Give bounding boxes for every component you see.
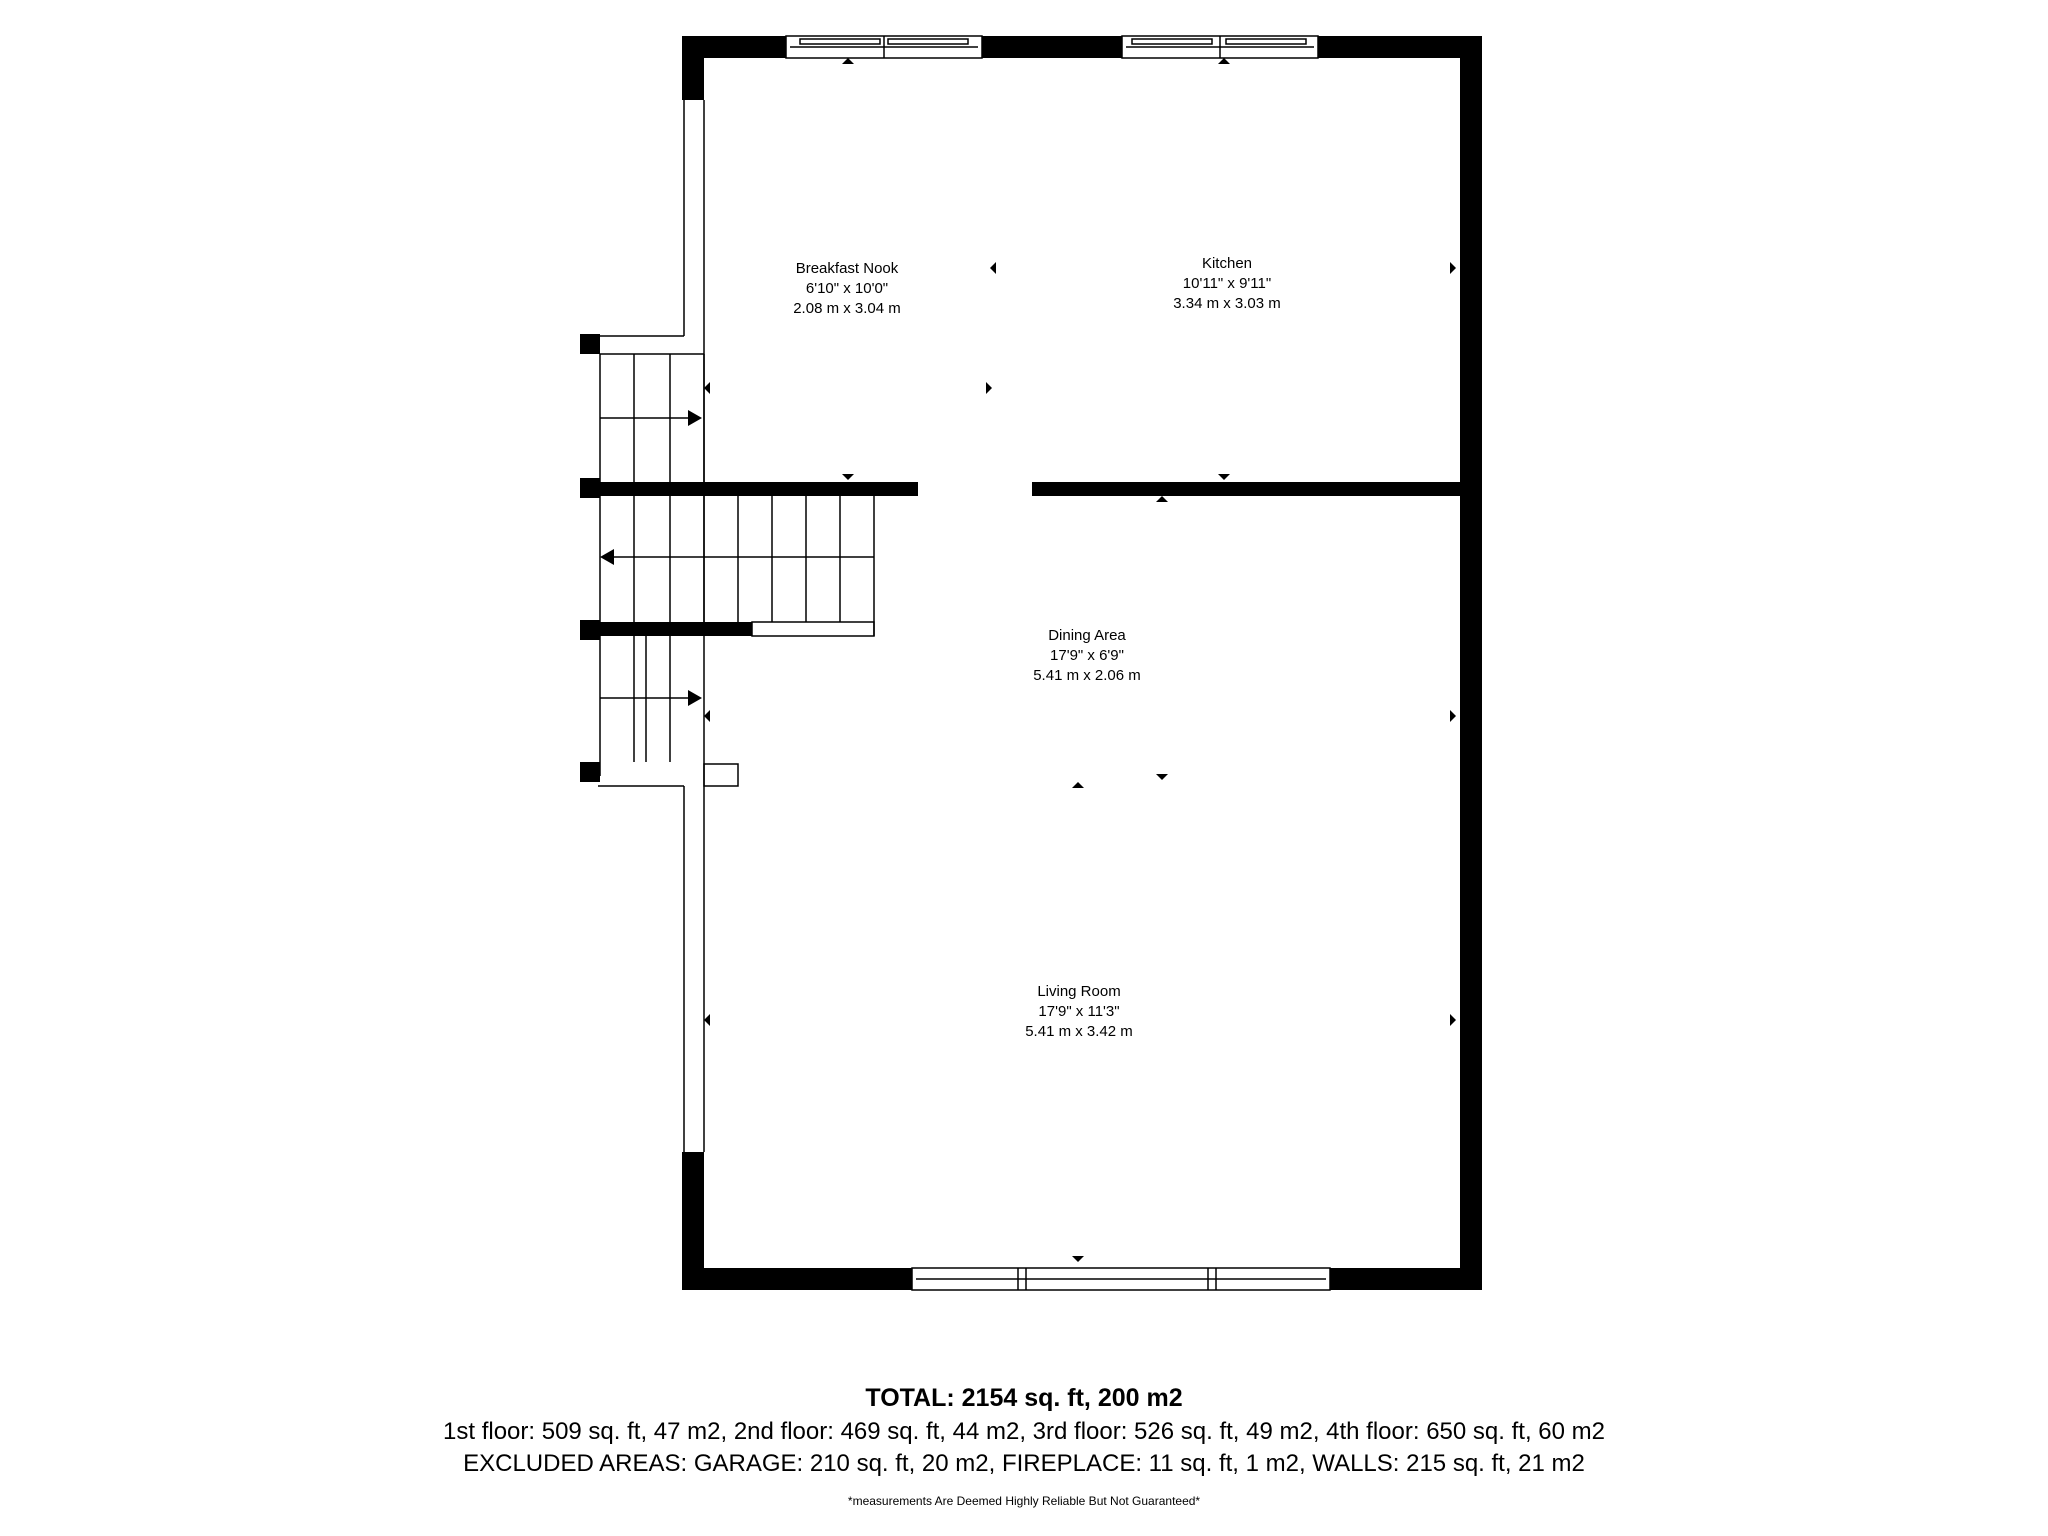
room-label-kitchen (1173, 254, 1281, 314)
disclaimer: *measurements Are Deemed Highly Reliable But Not Guaranteed* (847, 1494, 1201, 1508)
floor-areas: 1st floor: 509 sq. ft, 47 m2, 2nd floor: 469 sq. ft, 44 m2, 3rd floor: 526 sq. ft, 49 m2, 4th floor: 650 sq. ft, 60 m2 (443, 1418, 1605, 1445)
room-label-living-room (1025, 982, 1133, 1042)
excluded-areas: EXCLUDED AREAS: GARAGE: 210 sq. ft, 20 m2, FIREPLACE: 11 sq. ft, 1 m2, WALLS: 215 sq. ft, 21 m2 (463, 1450, 1585, 1477)
room-name: Living Room (1037, 983, 1121, 1000)
stair-wall-lower (598, 622, 752, 636)
right-wall (1460, 36, 1482, 1290)
left-wall-bottom (682, 1152, 704, 1290)
room-name: Breakfast Nook (795, 260, 899, 277)
room-dimensions-metric: 2.08 m x 3.04 m (793, 300, 901, 317)
top-wall-middle (982, 36, 1122, 58)
stair-arrow-right-icon (688, 690, 702, 706)
stair-arrows (600, 410, 702, 706)
stair-wall-upper (598, 482, 918, 496)
room-dimensions-imperial: 6'10" x 10'0" (805, 280, 889, 297)
total-area: TOTAL: 2154 sq. ft, 200 m2 (865, 1384, 1183, 1412)
kitchen-wall (1032, 482, 1460, 496)
room-label-dining-area (1033, 626, 1141, 686)
room-dimensions-imperial: 10'11" x 9'11" (1182, 275, 1272, 292)
room-dimensions-metric: 5.41 m x 2.06 m (1033, 667, 1141, 684)
stair-arrow-left-icon (600, 549, 614, 565)
room-dimensions-imperial: 17'9" x 6'9" (1050, 647, 1124, 664)
room-name: Dining Area (1048, 627, 1126, 644)
interior-walls (580, 334, 1460, 782)
room-label-breakfast-nook (793, 259, 901, 319)
room-name: Kitchen (1201, 255, 1253, 272)
bottom-wall-right (1330, 1268, 1482, 1290)
stair-arrow-right-icon (688, 410, 702, 426)
staircase (600, 354, 874, 776)
room-dimensions-metric: 5.41 m x 3.42 m (1025, 1023, 1133, 1040)
room-dimensions-imperial: 17'9" x 11'3" (1038, 1003, 1120, 1020)
left-wall-top (682, 36, 704, 100)
bottom-wall-left (682, 1268, 912, 1290)
top-wall-right (1318, 36, 1482, 58)
room-dimensions-metric: 3.34 m x 3.03 m (1173, 295, 1281, 312)
